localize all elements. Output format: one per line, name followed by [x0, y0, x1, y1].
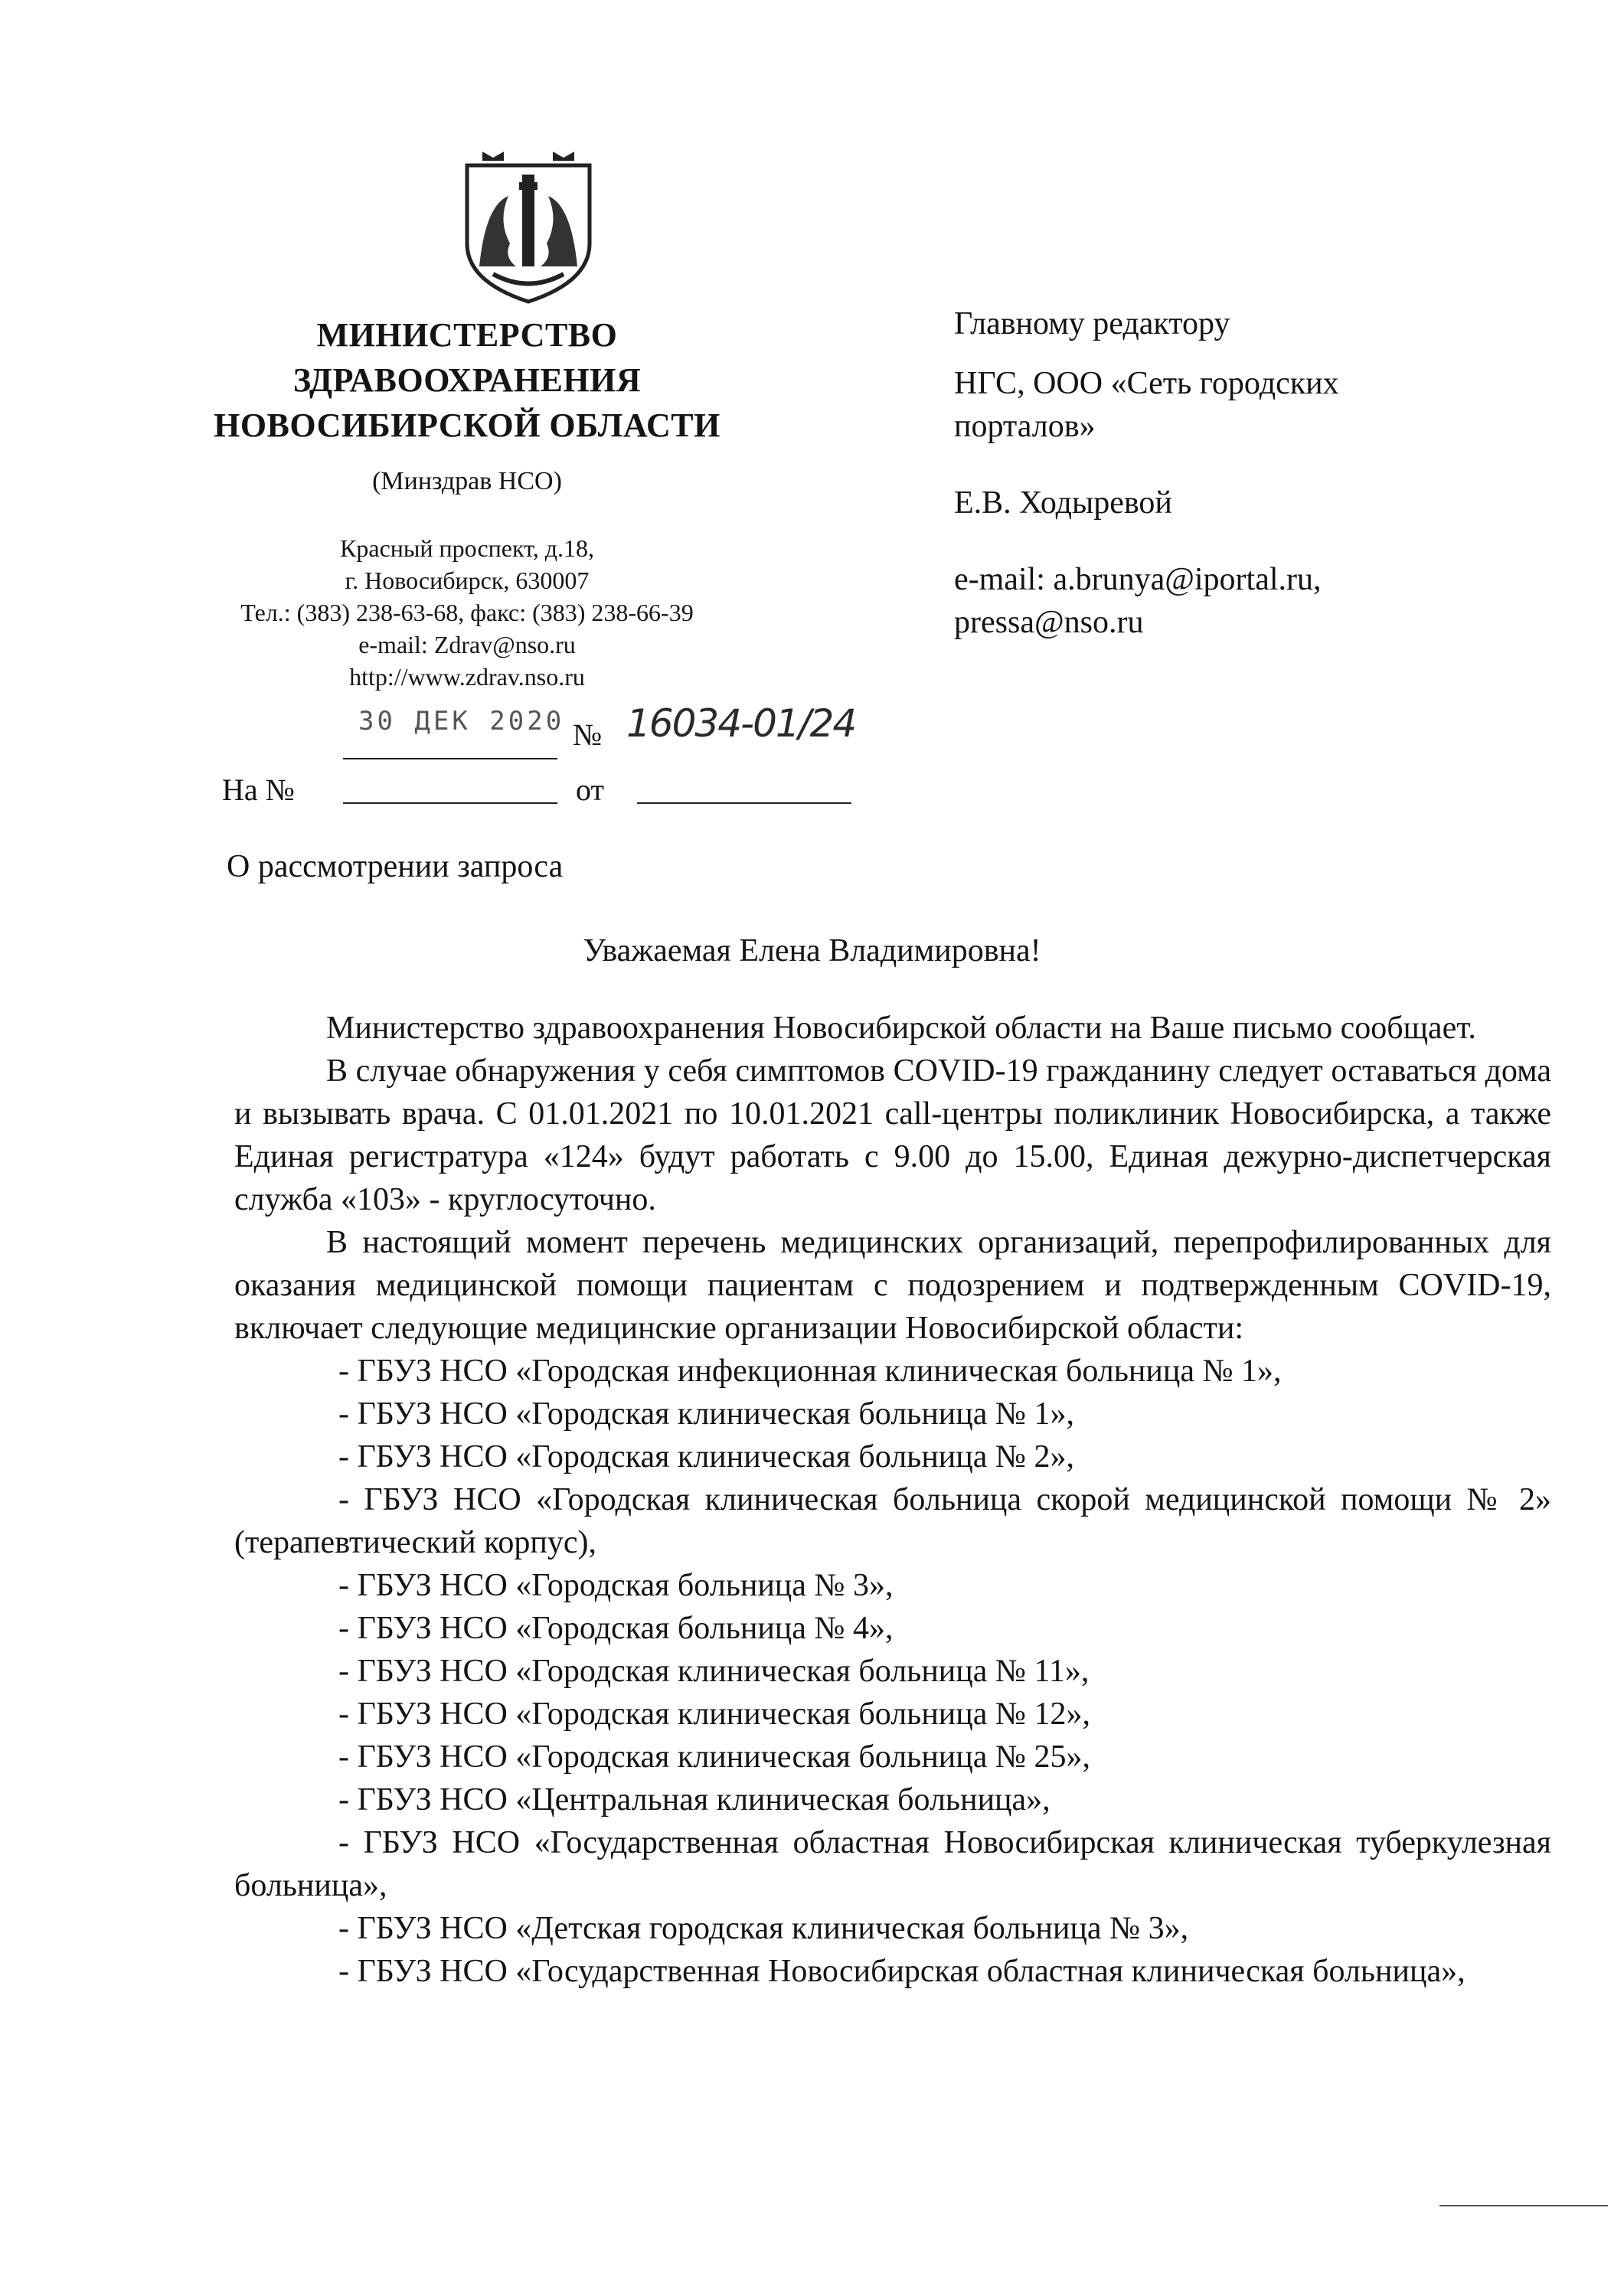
- org-name-line-1: МИНИСТЕРСТВО: [316, 316, 618, 354]
- recipient-email-1: e-mail: a.brunya@iportal.ru,: [954, 562, 1322, 597]
- paragraph-organizations: В настоящий момент перечень медицинских организаций, перепрофилированных для оказания медицинской помощи пациентам с подозрением и подтвержденным COVID-19, включает следующие медицинские организации Новосибирской области:: [234, 1225, 1551, 1346]
- paragraph-intro: Министерство здравоохранения Новосибирской области на Ваше письмо сообщает.: [326, 1011, 1476, 1046]
- recipient-org-line-1: НГС, ООО «Сеть городских: [954, 366, 1339, 401]
- from-label: от: [576, 772, 604, 807]
- org-name-line-2: ЗДРАВООХРАНЕНИЯ: [292, 361, 642, 399]
- list-item: - ГБУЗ НСО «Городская клиническая больница № 1»,: [338, 1396, 1074, 1432]
- sender-short-name: (Минздрав НСО): [372, 467, 562, 495]
- paragraph-symptoms: В случае обнаружения у себя симптомов COVID-19 гражданину следует оставаться дома и вызывать врача. С 01.01.2021 по 10.01.2021 call-центры поликлиник Новосибирска, а также Единая регистратура «124» будут работать с 9.00 до 15.00, Единая дежурно-диспетчерская служба «103» - круглосуточно.: [234, 1053, 1551, 1217]
- list-item: - ГБУЗ НСО «Городская клиническая больница скорой медицинской помощи № 2» (терапевтический корпус),: [234, 1482, 1551, 1560]
- list-item: - ГБУЗ НСО «Городская клиническая больница № 2»,: [338, 1439, 1074, 1475]
- reply-to-label: На №: [222, 772, 295, 807]
- list-item: - ГБУЗ НСО «Городская клиническая больница № 25»,: [338, 1739, 1090, 1775]
- address-line-1: Красный проспект, д.18,: [340, 534, 594, 562]
- recipient-title: Главному редактору: [954, 306, 1230, 341]
- reply-number-line: [343, 802, 557, 804]
- recipient-org-line-2: порталов»: [954, 409, 1096, 444]
- reply-date-line: [637, 802, 851, 804]
- letter-body: [234, 1007, 1551, 1993]
- date-field-line: [343, 758, 557, 759]
- list-item: - ГБУЗ НСО «Городская больница № 3»,: [338, 1568, 894, 1603]
- sender-website: http://www.zdrav.nso.ru: [349, 663, 585, 691]
- list-item: - ГБУЗ НСО «Государственная Новосибирская областная клиническая больница»,: [338, 1954, 1466, 1989]
- recipient-name: Е.В. Ходыревой: [954, 485, 1172, 521]
- recipient-block: [954, 302, 1536, 644]
- list-item: - ГБУЗ НСО «Центральная клиническая больница»,: [338, 1782, 1051, 1818]
- list-item: - ГБУЗ НСО «Городская инфекционная клиническая больница № 1»,: [338, 1354, 1282, 1389]
- number-sign: №: [573, 717, 603, 752]
- list-item: - ГБУЗ НСО «Городская клиническая больница № 12»,: [338, 1697, 1090, 1732]
- list-item: - ГБУЗ НСО «Государственная областная Новосибирская клиническая туберкулезная больница»,: [234, 1825, 1551, 1903]
- letter-subject: О рассмотрении запроса: [227, 849, 564, 884]
- list-item: - ГБУЗ НСО «Городская больница № 4»,: [338, 1611, 894, 1646]
- footer-rule: [1439, 2205, 1608, 2206]
- list-item: - ГБУЗ НСО «Детская городская клиническая больница № 3»,: [338, 1911, 1189, 1946]
- sender-org-name: [168, 312, 766, 448]
- sender-contacts: [168, 532, 766, 693]
- date-stamp: 30 ДЕК 2020: [358, 706, 565, 736]
- phone-fax: Тел.: (383) 238-63-68, факс: (383) 238-66-39: [240, 599, 694, 626]
- org-name-line-3: НОВОСИБИРСКОЙ ОБЛАСТИ: [214, 407, 721, 444]
- address-line-2: г. Новосибирск, 630007: [345, 567, 590, 594]
- sender-email: e-mail: Zdrav@nso.ru: [358, 631, 576, 658]
- registration-number: 16034-01/24: [626, 701, 856, 746]
- coat-of-arms-icon: [462, 152, 594, 305]
- list-item: - ГБУЗ НСО «Городская клиническая больница № 11»,: [338, 1654, 1090, 1689]
- recipient-email-2: pressa@nso.ru: [954, 605, 1144, 640]
- letter-greeting: Уважаемая Елена Владимировна!: [583, 933, 1041, 968]
